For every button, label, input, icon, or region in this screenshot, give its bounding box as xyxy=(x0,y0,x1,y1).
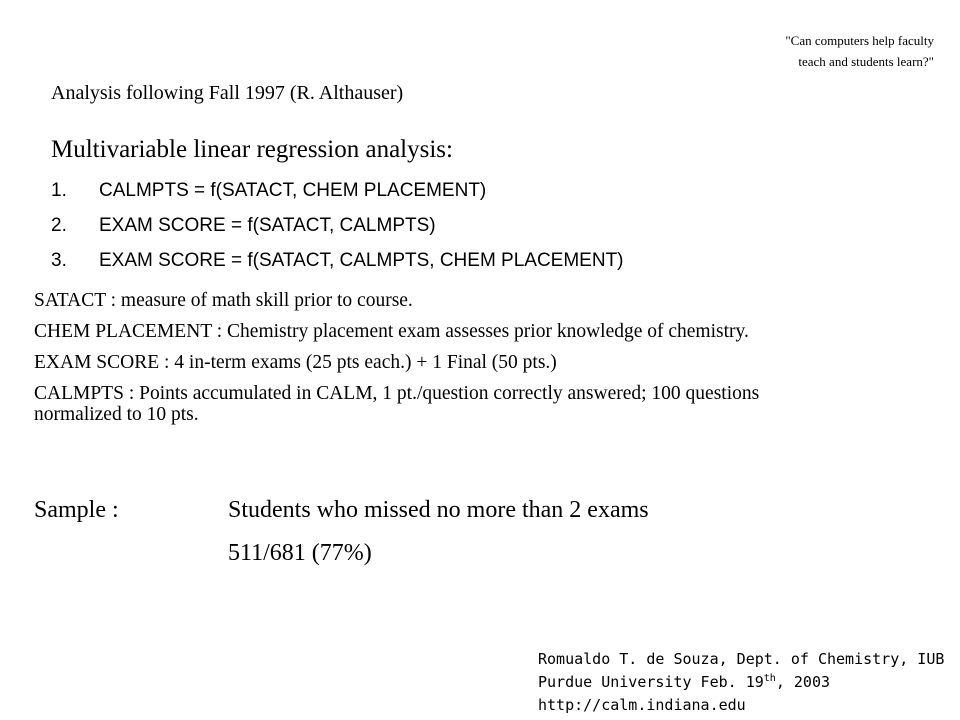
footer-credit xyxy=(538,648,944,717)
regression-heading: Multivariable linear regression analysis: xyxy=(51,136,453,163)
regression-equation-list xyxy=(51,176,624,281)
footer-author: Romualdo T. de Souza, Dept. of Chemistry, IUB xyxy=(538,650,945,668)
footer-venue-prefix: Purdue University Feb. 19 xyxy=(538,673,764,691)
list-item xyxy=(51,211,624,246)
list-item-text: CALMPTS = f(SATACT, CHEM PLACEMENT) xyxy=(99,180,487,201)
footer-venue-suffix: , 2003 xyxy=(775,673,831,691)
list-item xyxy=(51,176,624,211)
variable-definitions xyxy=(34,290,844,435)
list-item-number: 3. xyxy=(51,250,67,271)
sample-description: Students who missed no more than 2 exams xyxy=(228,497,649,523)
list-item-number: 1. xyxy=(51,180,67,201)
sample-label: Sample : xyxy=(34,497,119,523)
header-quote-line-2: teach and students learn?" xyxy=(798,54,934,69)
definition-calmpts: CALMPTS : Points accumulated in CALM, 1 pt./question correctly answered; 100 questions normalized to 10 pts. xyxy=(34,383,760,425)
header-quote xyxy=(674,30,934,72)
definition-chem-placement: CHEM PLACEMENT : Chemistry placement exam assesses prior knowledge of chemistry. xyxy=(34,321,749,342)
definition-exam-score: EXAM SCORE : 4 in-term exams (25 pts each.) + 1 Final (50 pts.) xyxy=(34,352,557,373)
header-quote-line-1: "Can computers help faculty xyxy=(785,33,934,48)
list-item-number: 2. xyxy=(51,215,67,236)
definition-satact: SATACT : measure of math skill prior to course. xyxy=(34,290,413,311)
footer-url: http://calm.indiana.edu xyxy=(538,696,746,714)
list-item-text: EXAM SCORE = f(SATACT, CALMPTS) xyxy=(99,215,436,236)
sample-count: 511/681 (77%) xyxy=(228,540,372,566)
footer-venue-sup: th xyxy=(763,673,776,684)
footer-venue xyxy=(538,671,944,694)
analysis-note: Analysis following Fall 1997 (R. Althauser) xyxy=(51,82,404,104)
list-item-text: EXAM SCORE = f(SATACT, CALMPTS, CHEM PLACEMENT) xyxy=(99,250,624,271)
list-item xyxy=(51,246,624,281)
